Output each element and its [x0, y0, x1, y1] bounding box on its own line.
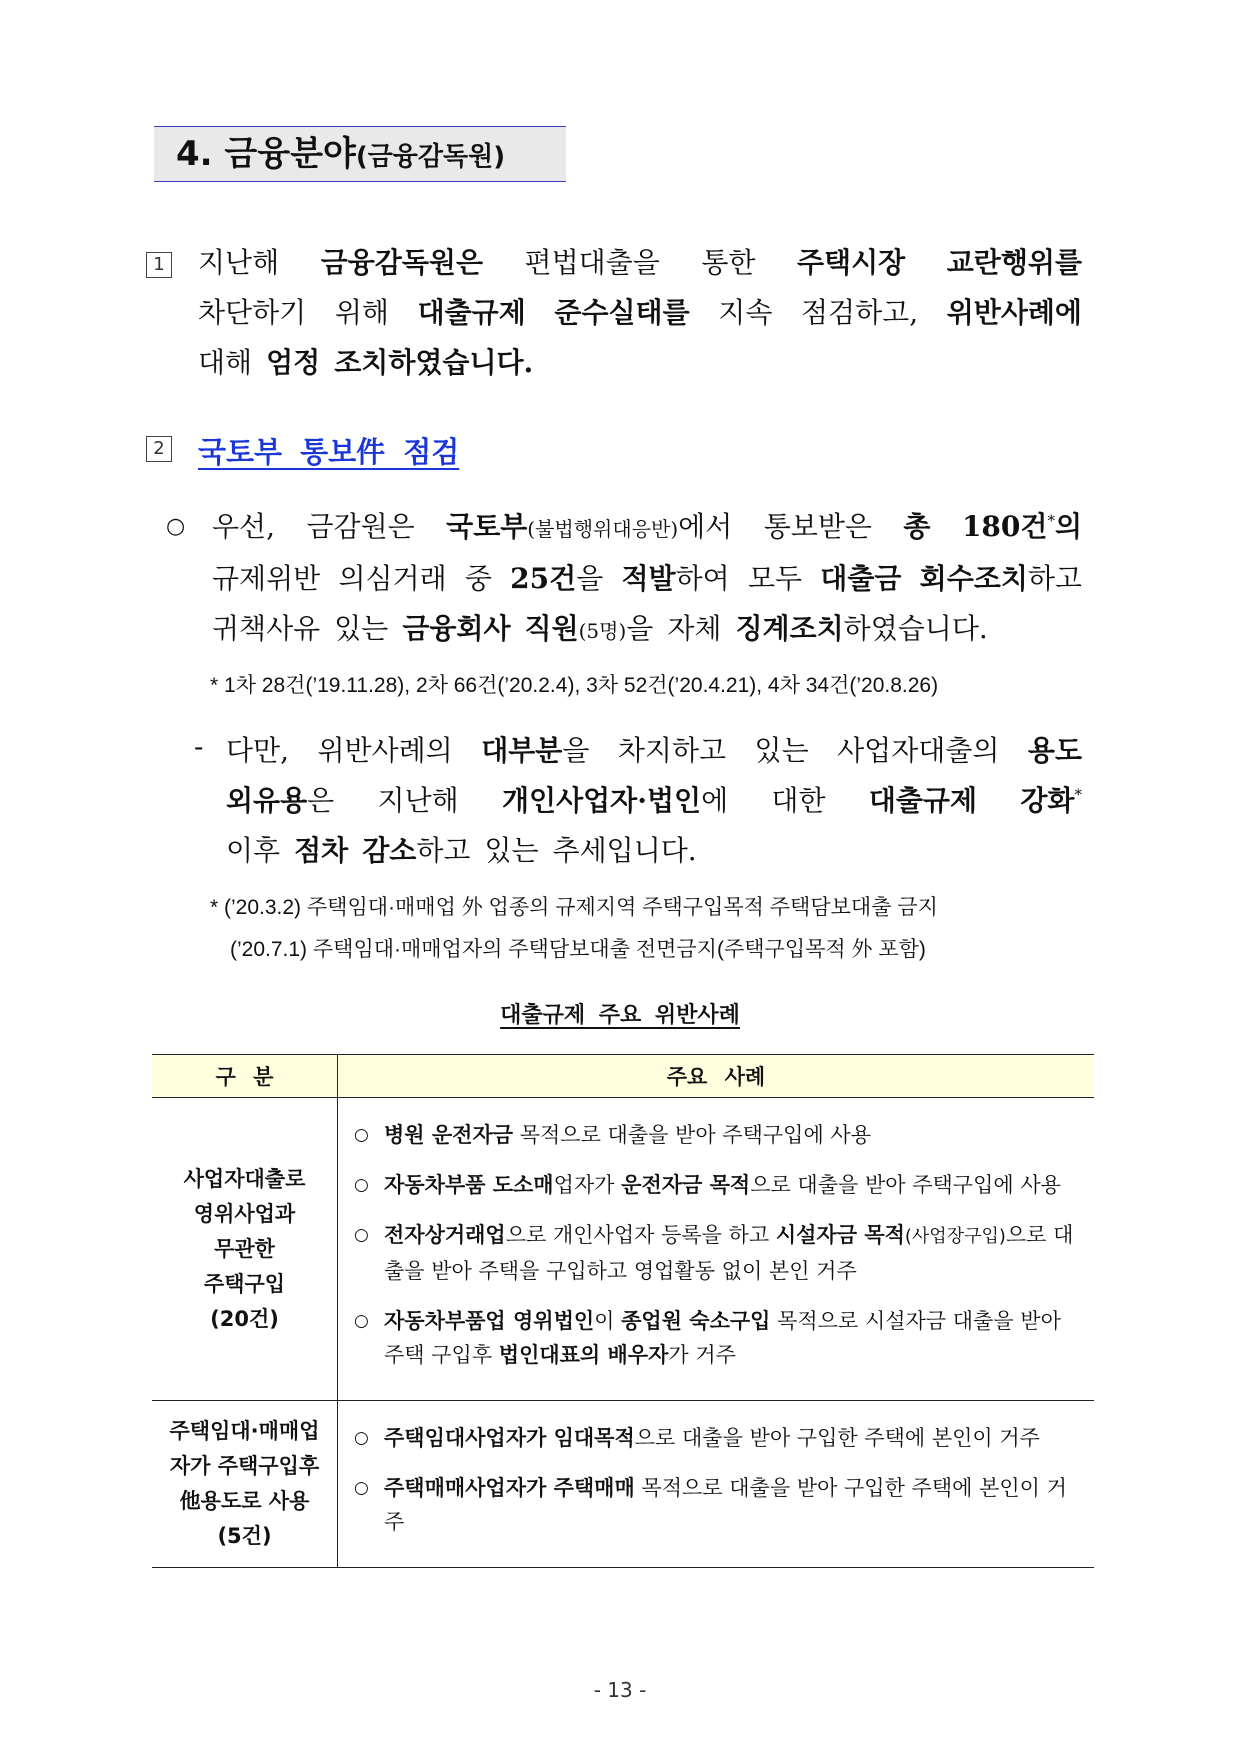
word: 다만,	[226, 734, 289, 767]
word-suffix: 을	[576, 562, 604, 595]
violations-table	[152, 1054, 1094, 1568]
word	[446, 502, 732, 554]
section-subtitle: (금융감독원)	[355, 142, 506, 172]
case-text: 으로 대출을 받아 구입한 주택에 본인이 거주	[634, 1426, 1040, 1450]
word: 통한	[701, 246, 756, 279]
word: 통보받은	[763, 510, 872, 543]
word: 차단하기	[198, 296, 307, 329]
case-bold: 주택임대사업자가 임대목적	[384, 1426, 635, 1450]
case-bold: 자동차부품 도소매	[384, 1173, 554, 1197]
word-suffix: 에서	[678, 510, 733, 543]
word	[621, 554, 729, 604]
header-category: 구 분	[152, 1055, 338, 1098]
word: 지속	[718, 296, 773, 329]
word: 지난해	[198, 246, 280, 279]
case-item	[354, 1168, 1084, 1202]
word: 차지하고	[617, 734, 727, 767]
word-bold: 감소	[362, 834, 417, 867]
section-title-text: 금융분야	[224, 134, 356, 174]
word-small: (5명)	[578, 619, 627, 643]
word: 중	[464, 562, 492, 595]
text-line	[226, 826, 1082, 876]
word: 사업자대출의	[837, 734, 1000, 767]
word: 금융감독원은	[320, 246, 483, 279]
word: 의심거래	[338, 562, 447, 595]
word: 자체	[667, 612, 722, 645]
case-bold: 시설자금 목적	[775, 1223, 905, 1247]
case-bold: 병원 운전자금	[384, 1123, 514, 1147]
text-line	[226, 776, 1082, 826]
word-suffix: 하여	[675, 562, 730, 595]
word: 위해	[334, 296, 389, 329]
word-suffix: 은	[307, 784, 335, 817]
case-text: 으로 대출을 받아 주택구입에 사용	[750, 1173, 1061, 1197]
case-text: 목적으로 시설자금 대출을 받아 주택 구입후	[384, 1309, 1061, 1367]
word-bold: 대부분	[481, 734, 563, 767]
word	[962, 502, 1082, 554]
word	[920, 554, 1082, 604]
word: 교란행위를	[946, 246, 1082, 279]
case-bold: 운전자금 목적	[621, 1173, 751, 1197]
case-small: (사업장구입)	[904, 1226, 1006, 1247]
word	[525, 604, 654, 656]
paragraph-2	[226, 726, 1082, 876]
case-item	[354, 1421, 1084, 1455]
category-line: 他용도로 사용	[179, 1489, 310, 1513]
case-bold: 법인대표의 배우자	[498, 1343, 669, 1367]
word: 있는	[754, 734, 809, 767]
table-row	[152, 1401, 1094, 1568]
case-text: 이	[594, 1309, 622, 1333]
footnote-1: * 1차 28건(’19.11.28), 2차 66건(’20.2.4), 3차 52건(’20.4.21), 4차 34건(’20.8.26)	[210, 674, 939, 697]
word: 주택시장	[797, 246, 906, 279]
word	[226, 776, 334, 826]
category-line: 무관한	[214, 1236, 275, 1261]
text-line	[212, 604, 1082, 656]
case-bold: 주택매매사업자가 주택매매	[384, 1476, 635, 1500]
text-line	[198, 238, 1082, 288]
dash-bullet: -	[194, 730, 204, 763]
item-number-box: 1	[146, 252, 172, 278]
word: 준수실태를	[554, 296, 690, 329]
category-line: 사업자대출로	[183, 1166, 306, 1191]
footnote-mark: *	[1047, 511, 1055, 530]
word-suffix: 을	[626, 612, 654, 645]
case-text: 으로 개인사업자 등록을 하고	[505, 1223, 776, 1247]
case-item	[354, 1218, 1084, 1288]
word: 위반사례에	[946, 296, 1082, 329]
table-row	[152, 1098, 1094, 1401]
word: 추세입니다.	[552, 834, 697, 867]
word: 모두	[747, 562, 803, 595]
word-bold: 180건	[961, 510, 1048, 543]
footnote-2a: * (’20.3.2) 주택임대·매매업 外 업종의 규제지역 주택구입목적 주택담보대출 금지	[210, 896, 938, 919]
category-line: 자가 주택구입후	[169, 1454, 320, 1478]
word: 금융회사	[402, 612, 511, 645]
category-cell	[152, 1098, 338, 1401]
word: 편법대출을	[524, 246, 660, 279]
word	[502, 776, 728, 826]
word	[362, 826, 470, 876]
word-bold: 국토부	[446, 510, 528, 543]
text-line	[212, 502, 1082, 554]
word-bold: 개인사업자·법인	[501, 784, 702, 817]
subsection-heading: 국토부 통보件 점검	[198, 435, 460, 469]
word	[510, 554, 603, 604]
header-cases: 주요 사례	[338, 1055, 1095, 1098]
word: 우선,	[212, 510, 275, 543]
word: 총	[903, 510, 931, 543]
cases-cell	[338, 1401, 1095, 1568]
word-bold: 강화	[1020, 784, 1075, 817]
item-number-box: 2	[146, 436, 172, 462]
table-header-row	[152, 1055, 1094, 1098]
bullet-circle: ○	[166, 514, 186, 539]
word-bold: 외유용	[226, 784, 308, 817]
case-item	[354, 1304, 1084, 1372]
word: 대출규제	[868, 784, 978, 817]
footnote-mark: *	[1074, 785, 1082, 804]
table-caption-text: 대출규제 주요 위반사례	[500, 1003, 740, 1028]
category-line: 영위사업과	[193, 1201, 296, 1226]
word-suffix: 에	[701, 784, 729, 817]
word: 이후	[226, 834, 281, 867]
case-text: 목적으로 대출을 받아 구입한 주택에 본인이 거주	[384, 1476, 1067, 1534]
text-line	[198, 288, 1082, 338]
category-line: 주택임대·매매업	[169, 1419, 320, 1443]
section-number: 4.	[176, 134, 213, 174]
word-small: (불법행위대응반)	[527, 517, 679, 541]
word-suffix: 하였습니다.	[843, 612, 988, 645]
case-bold: 종업원 숙소구입	[621, 1309, 771, 1333]
text-line	[226, 726, 1082, 776]
word	[735, 604, 987, 656]
case-item	[354, 1118, 1084, 1152]
word: 대출금	[820, 562, 902, 595]
word-bold: 징계조치	[735, 612, 844, 645]
case-item	[354, 1471, 1084, 1539]
word-suffix: 의	[1054, 510, 1082, 543]
word: 대한	[771, 784, 826, 817]
word: 귀책사유	[212, 612, 321, 645]
word: 금감원은	[306, 510, 415, 543]
category-line: (5건)	[217, 1524, 272, 1548]
text-line	[198, 338, 1082, 388]
word	[1020, 776, 1082, 826]
word: 조치하였습니다.	[334, 346, 534, 379]
case-text: 가 거주	[668, 1343, 736, 1367]
word-bold: 적발	[621, 562, 676, 595]
page-number: - 13 -	[593, 1678, 647, 1702]
category-cell	[152, 1401, 338, 1568]
category-line: 주택구입	[203, 1271, 286, 1296]
word: 엄정	[266, 346, 321, 379]
word-bold: 25건	[510, 562, 577, 595]
word-suffix: 하고	[1027, 562, 1082, 595]
case-text: 으로 대출을 받아 주택을 구입하고 영업활동 없이 본인 거주	[384, 1223, 1074, 1283]
case-bold: 자동차부품업 영위법인	[384, 1309, 595, 1333]
word: 규제위반	[212, 562, 321, 595]
word-bold: 회수조치	[919, 562, 1028, 595]
word: 점차	[294, 834, 349, 867]
paragraph-1	[212, 502, 1082, 656]
word: 있는	[334, 612, 389, 645]
word: 지난해	[377, 784, 459, 817]
case-bold: 전자상거래업	[384, 1223, 506, 1247]
word-suffix: 하고	[416, 834, 471, 867]
cases-cell	[338, 1098, 1095, 1401]
table-caption	[0, 998, 1240, 1029]
word-suffix: 을	[562, 734, 590, 767]
text-line	[212, 554, 1082, 604]
word: 있는	[484, 834, 539, 867]
word-bold: 직원	[524, 612, 579, 645]
case-text: 업자가	[553, 1173, 622, 1197]
word: 용도	[1027, 734, 1082, 767]
word	[481, 726, 589, 776]
category-line: (20건)	[210, 1306, 279, 1331]
word: 위반사례의	[317, 734, 453, 767]
case-text: 목적으로 대출을 받아 주택구입에 사용	[513, 1123, 871, 1147]
item1-paragraph	[198, 238, 1082, 388]
word: 대해	[198, 346, 253, 379]
section-title	[154, 126, 566, 182]
footnote-2b: (’20.7.1) 주택임대·매매업자의 주택담보대출 전면금지(주택구입목적 外 포함)	[230, 938, 926, 961]
word: 대출규제	[417, 296, 526, 329]
word: 점검하고,	[801, 296, 919, 329]
